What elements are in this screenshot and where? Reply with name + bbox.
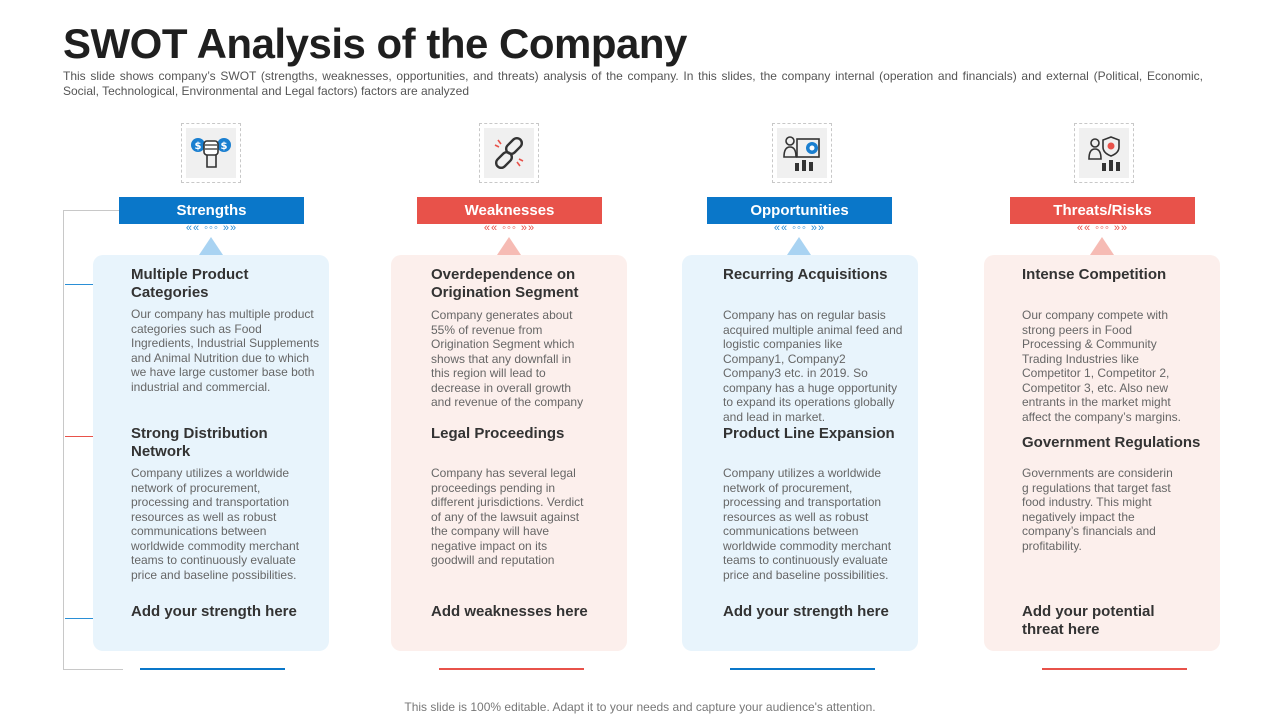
item-heading: Add your strength here xyxy=(723,603,889,620)
item-heading: Intense Competition xyxy=(1022,266,1167,283)
column-underline xyxy=(730,668,875,670)
pointer-triangle xyxy=(497,237,521,255)
bracket-line xyxy=(63,210,64,670)
money-fist-icon xyxy=(189,133,233,173)
bracket-bottom xyxy=(63,669,123,670)
broken-chain-icon xyxy=(489,133,529,173)
svg-text:$: $ xyxy=(194,141,202,152)
page-subtitle: This slide shows company’s SWOT (strengths, weaknesses, opportunities, and threats) analysis of the company. In this slides, the company internal (operation and financials) and external (Political, Economic, Social, Technological, Environmental and Legal factors) factors are analyzed xyxy=(63,69,1203,98)
item-body: Company generates about 55% of revenue from Origination Segment which shows that any downfall in this region will lead to decrease in overall growth and revenue of the company xyxy=(431,308,584,409)
column-underline xyxy=(140,668,285,670)
chevron-decoration: «« ◦◦◦ »» xyxy=(483,222,536,234)
item-heading: Strong Distribution Network xyxy=(131,425,268,460)
item-body: Governments are considerin g regulations that target fast food industry. This might negatively impact the company’s financials and profitability. xyxy=(1022,466,1173,553)
column-underline xyxy=(1042,668,1187,670)
chevron-decoration: «« ◦◦◦ »» xyxy=(1076,222,1129,234)
presentation-target-icon xyxy=(781,133,823,173)
item-body: Company utilizes a worldwide network of procurement, processing and transportation resources as well as robust communications between worldwide commodity merchant teams to continuously evaluate price and baseline possibilities. xyxy=(131,466,300,582)
item-heading: Recurring Acquisitions xyxy=(723,266,888,283)
bracket-top xyxy=(63,210,119,211)
weaknesses-banner: Weaknesses xyxy=(417,197,602,224)
svg-text:$: $ xyxy=(220,141,228,152)
item-body: Company has on regular basis acquired multiple animal feed and logistic companies like Company1, Company2 Company3 etc. in 2019. So company has a huge opportunity to expand its operations globally and lead in market. xyxy=(723,308,903,424)
item-heading: Add your potential threat here xyxy=(1022,603,1155,638)
opportunities-banner: Opportunities xyxy=(707,197,892,224)
item-body: Company utilizes a worldwide network of procurement, processing and transportation resources as well as robust communications between worldwide commodity merchant teams to continuously evaluate price and baseline possibilities. xyxy=(723,466,892,582)
item-body: Our company has multiple product categories such as Food Ingredients, Industrial Supplements and Animal Nutrition due to which we have large customer base both industrial and commercial. xyxy=(131,307,320,394)
icon-frame xyxy=(772,123,832,183)
pointer-triangle xyxy=(199,237,223,255)
pointer-triangle xyxy=(787,237,811,255)
icon-frame xyxy=(479,123,539,183)
item-heading: Legal Proceedings xyxy=(431,425,565,442)
page-title: SWOT Analysis of the Company xyxy=(63,20,687,67)
item-heading: Add weaknesses here xyxy=(431,603,588,620)
footer-note: This slide is 100% editable. Adapt it to your needs and capture your audience's attention. xyxy=(404,700,876,714)
person-shield-icon xyxy=(1084,133,1124,173)
column-underline xyxy=(439,668,584,670)
item-heading: Product Line Expansion xyxy=(723,425,895,442)
item-body: Our company compete with strong peers in Food Processing & Community Trading Industries like Competitor 1, Competitor 2, Competitor 3, etc. Also new entrants in the market might affect the company’s margins. xyxy=(1022,308,1181,424)
icon-frame xyxy=(1074,123,1134,183)
strengths-banner: Strengths xyxy=(119,197,304,224)
threats-banner: Threats/Risks xyxy=(1010,197,1195,224)
item-heading: Overdependence on Origination Segment xyxy=(431,266,579,301)
chevron-decoration: «« ◦◦◦ »» xyxy=(185,222,238,234)
item-heading: Government Regulations xyxy=(1022,434,1201,451)
pointer-triangle xyxy=(1090,237,1114,255)
item-body: Company has several legal proceedings pending in different jurisdictions. Verdict of any of the lawsuit against the company will have negative impact on its goodwill and reputation xyxy=(431,466,584,567)
item-heading: Multiple Product Categories xyxy=(131,266,249,301)
item-heading: Add your strength here xyxy=(131,603,297,620)
chevron-decoration: «« ◦◦◦ »» xyxy=(773,222,826,234)
icon-frame xyxy=(181,123,241,183)
